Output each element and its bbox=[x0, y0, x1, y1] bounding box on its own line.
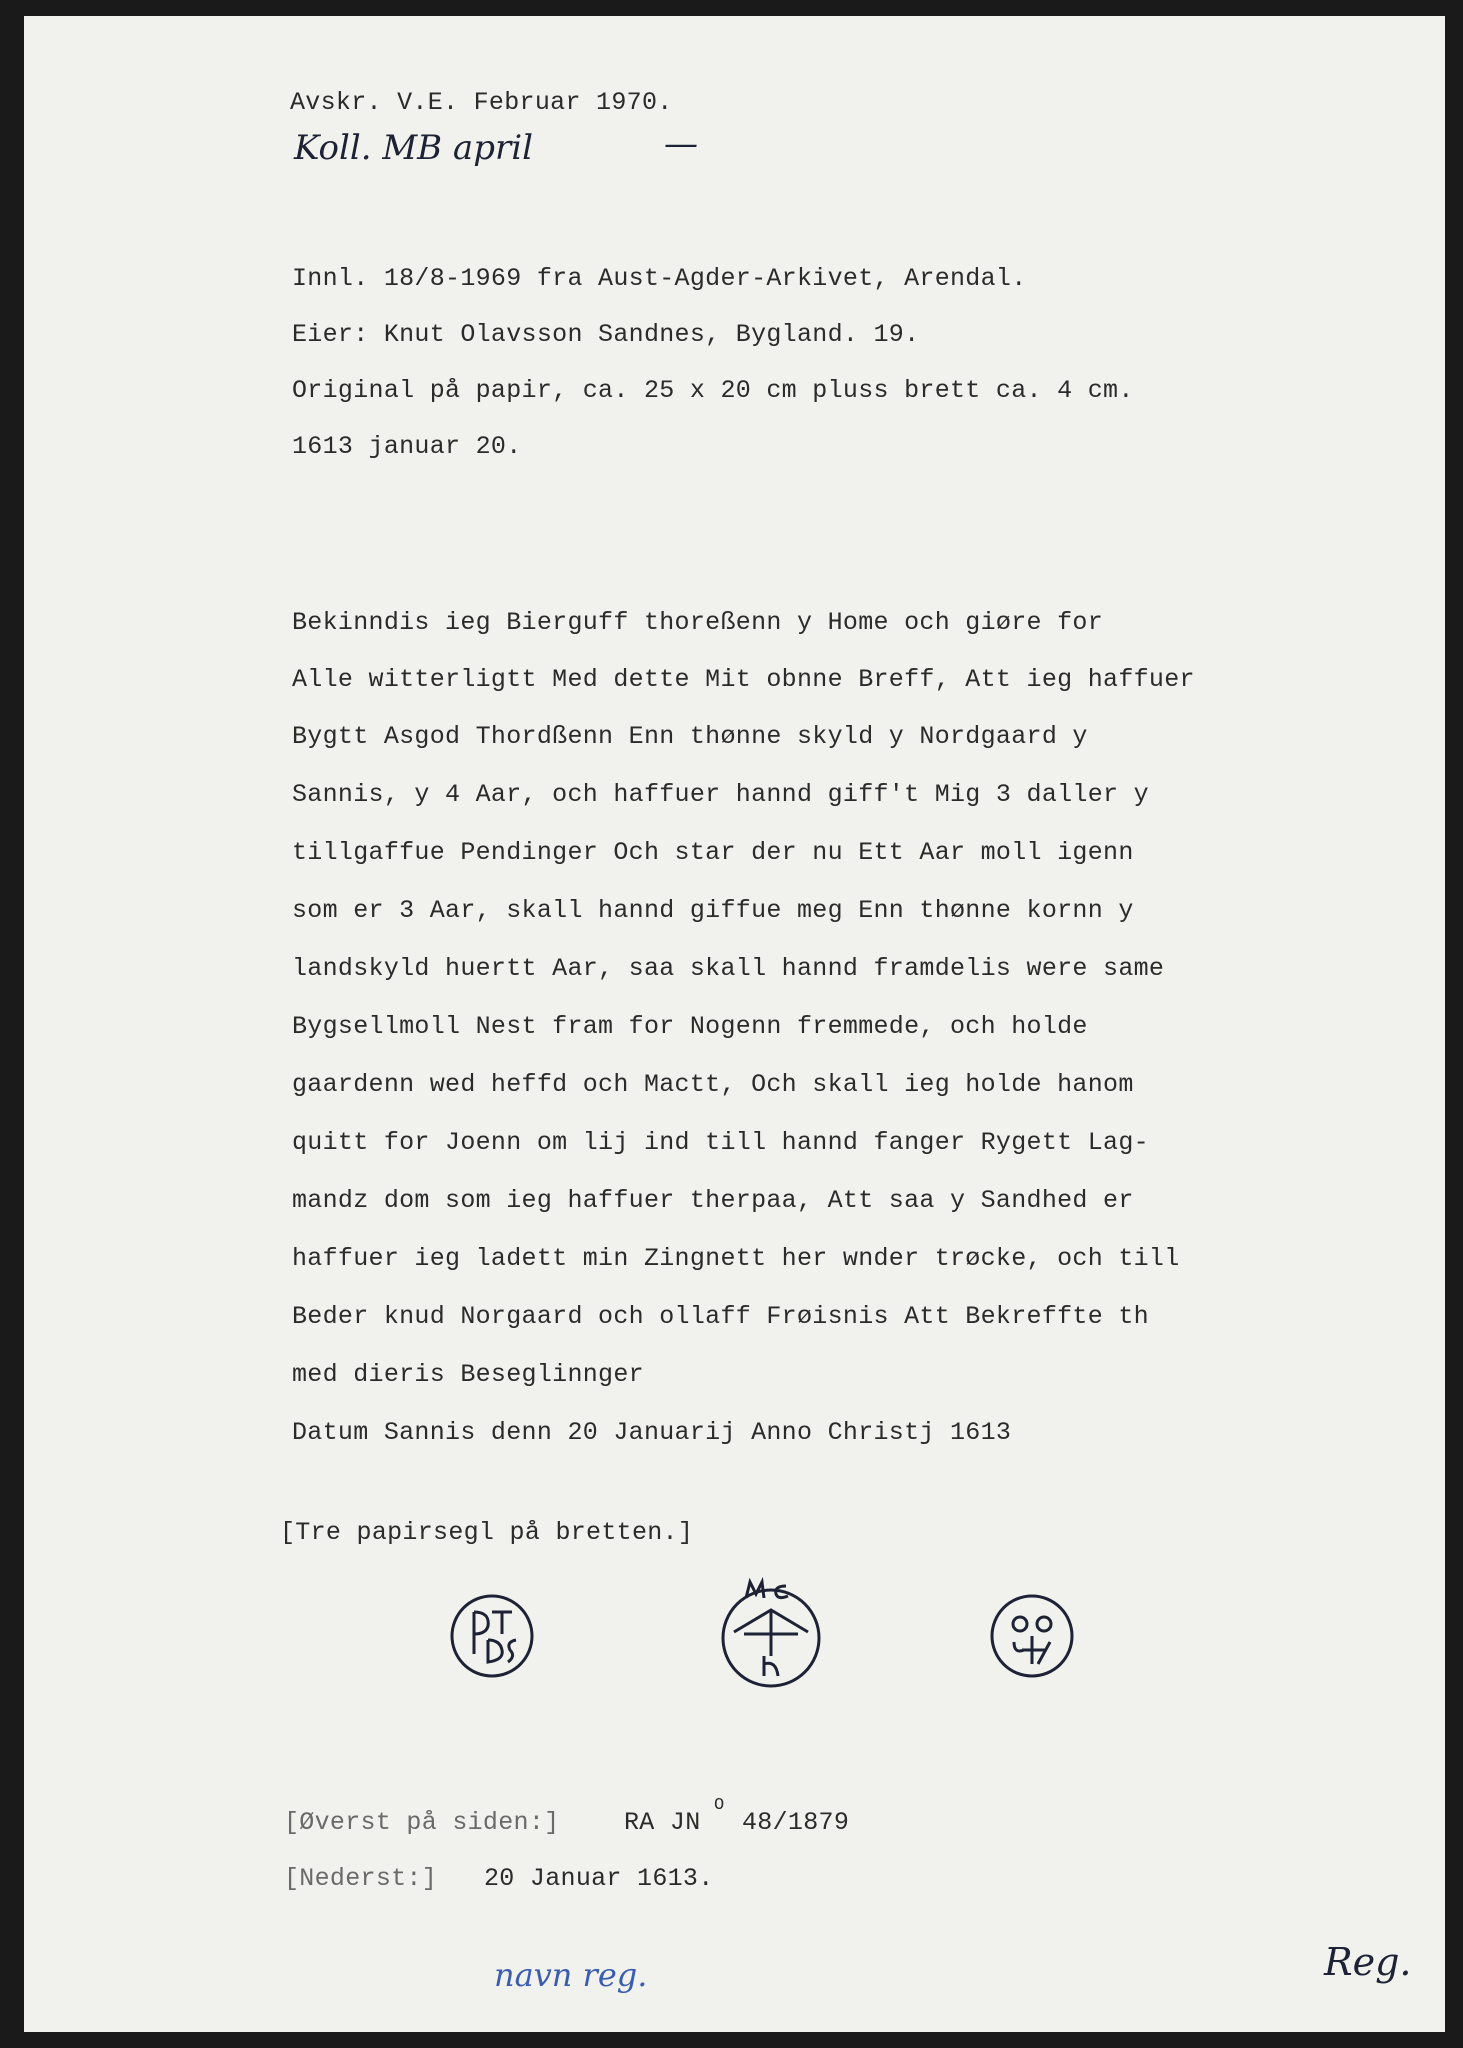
top-of-page-label: [Øverst på siden:] bbox=[284, 1808, 560, 1837]
body-line: Bygsellmoll Nest fram for Nogenn fremmede, och holde bbox=[292, 1012, 1088, 1041]
metadata-line: Innl. 18/8-1969 fra Aust-Agder-Arkivet, Arendal. bbox=[292, 264, 1027, 293]
body-line: Beder knud Norgaard och ollaff Frøisnis Att Bekreffte th bbox=[292, 1302, 1149, 1331]
body-line: Bekinndis ieg Bierguff thoreßenn y Home och giøre for bbox=[292, 608, 1104, 637]
archive-ref-superscript: O bbox=[714, 1796, 725, 1815]
body-line: landskyld huertt Aar, saa skall hannd framdelis were same bbox=[292, 954, 1165, 983]
handwritten-name-register: navn reg. bbox=[494, 1956, 648, 1994]
handwritten-collation-note: Koll. MB april bbox=[294, 128, 533, 168]
body-line: med dieris Beseglinnger bbox=[292, 1360, 644, 1389]
seal-note: [Tre papirsegl på bretten.] bbox=[280, 1518, 694, 1547]
seal-3-drawing bbox=[984, 1588, 1080, 1684]
bottom-of-page-label: [Nederst:] bbox=[284, 1864, 438, 1893]
archive-ref: RA JN bbox=[624, 1808, 701, 1837]
bottom-of-page-value: 20 Januar 1613. bbox=[484, 1864, 714, 1893]
metadata-line: Original på papir, ca. 25 x 20 cm pluss brett ca. 4 cm. bbox=[292, 376, 1134, 405]
metadata-line: Eier: Knut Olavsson Sandnes, Bygland. 19. bbox=[292, 320, 920, 349]
body-line: quitt for Joenn om lij ind till hannd fanger Rygett Lag- bbox=[292, 1128, 1149, 1157]
body-line: tillgaffue Pendinger Och star der nu Ett Aar moll igenn bbox=[292, 838, 1134, 867]
archive-ref-number: 48/1879 bbox=[742, 1808, 850, 1837]
body-line: som er 3 Aar, skall hannd giffue meg Enn thønne kornn y bbox=[292, 896, 1134, 925]
body-line: haffuer ieg ladett min Zingnett her wnder trøcke, och till bbox=[292, 1244, 1180, 1273]
seal-1-drawing bbox=[444, 1588, 540, 1684]
body-line: gaardenn wed heffd och Mactt, Och skall ieg holde hanom bbox=[292, 1070, 1134, 1099]
body-line: Sannis, y 4 Aar, och haffuer hannd giff't Mig 3 daller y bbox=[292, 780, 1149, 809]
transcription-note: Avskr. V.E. Februar 1970. bbox=[290, 88, 673, 117]
body-line: Alle witterligtt Med dette Mit obnne Breff, Att ieg haffuer bbox=[292, 665, 1195, 694]
document-page bbox=[24, 16, 1445, 2032]
seal-2-drawing bbox=[716, 1572, 826, 1696]
body-line: Datum Sannis denn 20 Januarij Anno Christj 1613 bbox=[292, 1418, 1012, 1447]
body-line: mandz dom som ieg haffuer therpaa, Att saa y Sandhed er bbox=[292, 1186, 1134, 1215]
handwritten-dash: — bbox=[664, 124, 698, 164]
metadata-line: 1613 januar 20. bbox=[292, 432, 522, 461]
body-line: Bygtt Asgod Thordßenn Enn thønne skyld y Nordgaard y bbox=[292, 722, 1088, 751]
handwritten-register-mark: Reg. bbox=[1324, 1940, 1412, 1984]
